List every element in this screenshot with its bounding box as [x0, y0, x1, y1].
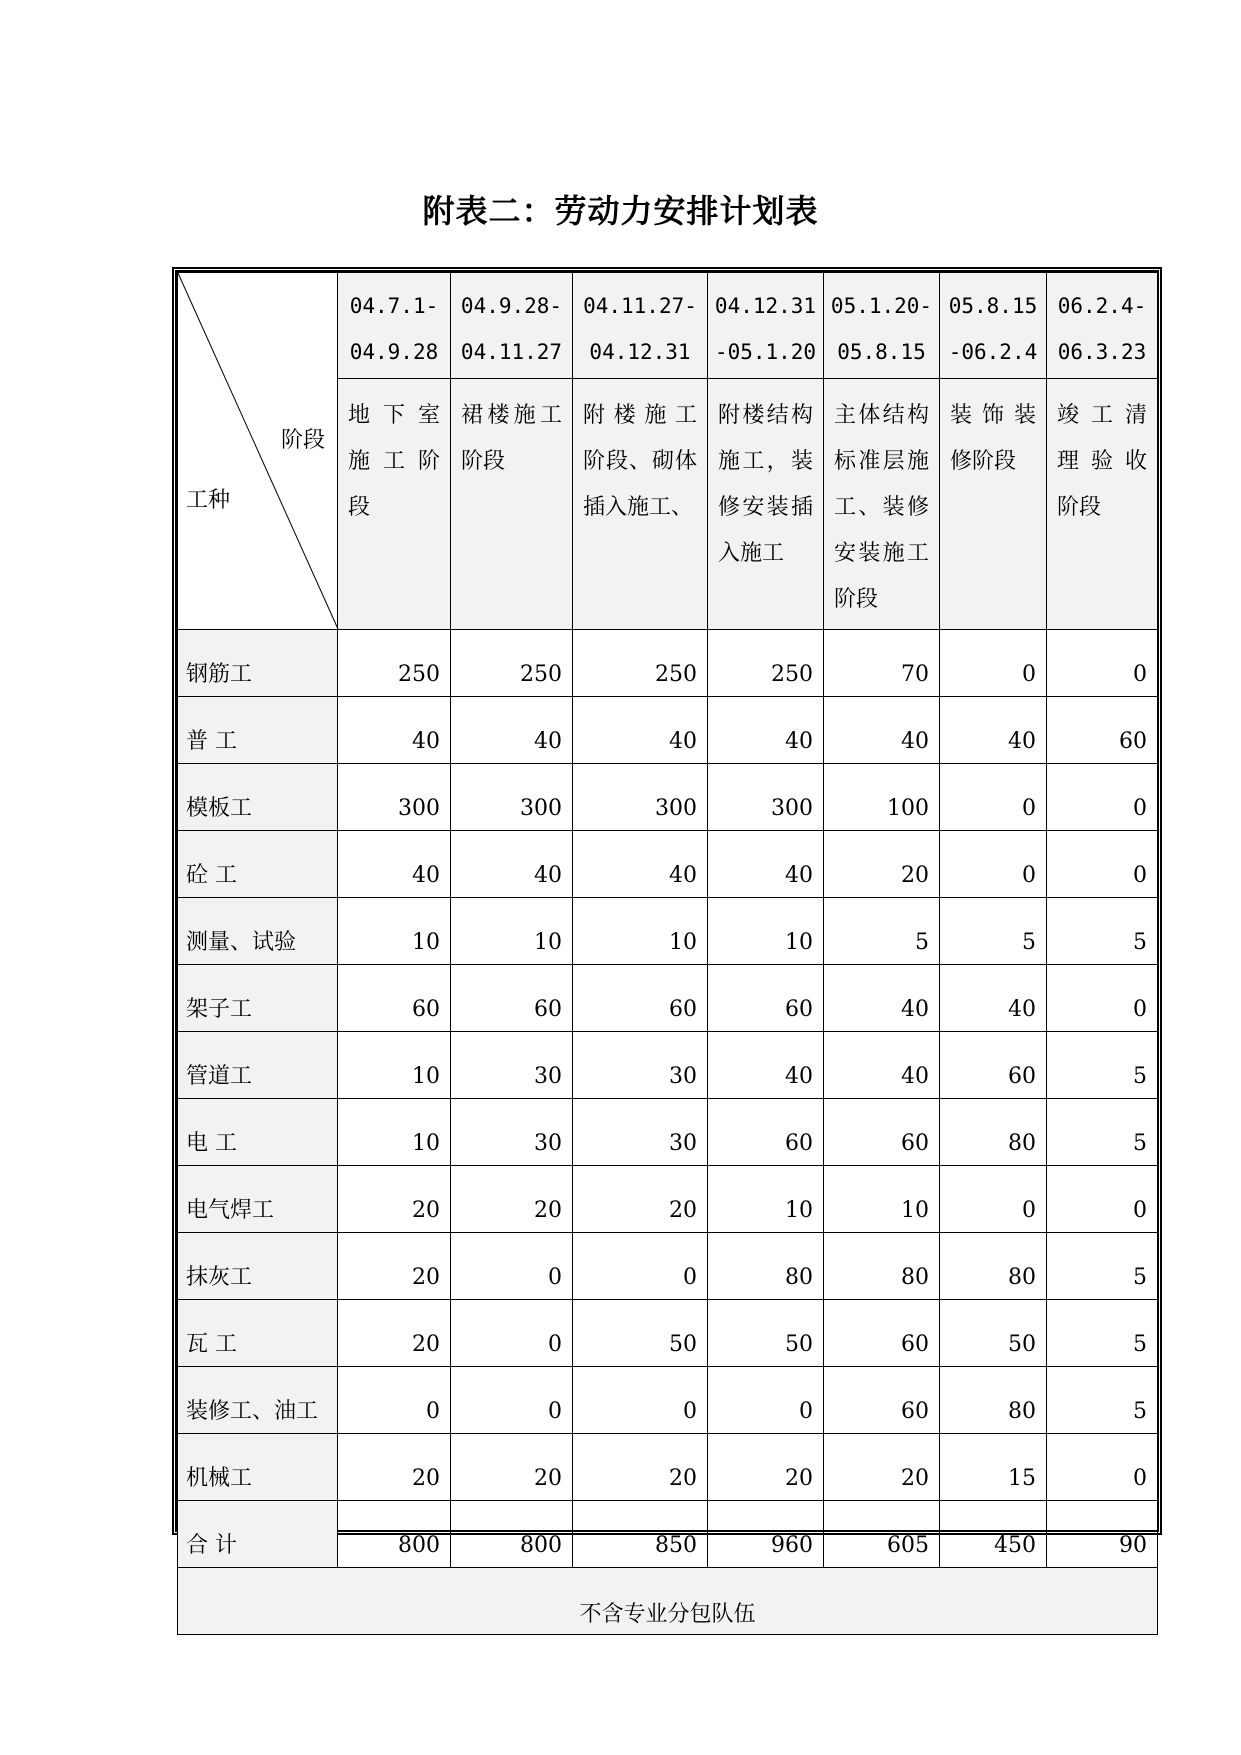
phase-description: 裙楼施工阶段	[461, 403, 562, 474]
worker-count-cell: 0	[451, 1367, 573, 1434]
worker-count-cell: 100	[824, 764, 940, 831]
worker-count-cell: 40	[708, 697, 824, 764]
worker-count-cell: 0	[1047, 764, 1158, 831]
worker-count-cell: 300	[573, 764, 708, 831]
phase-date-start: 04.12.31	[714, 294, 817, 318]
phase-date-cell	[708, 273, 824, 379]
worker-count-cell: 40	[451, 831, 573, 898]
phase-description-cell	[451, 379, 573, 630]
worker-count-cell: 960	[708, 1501, 824, 1568]
worker-count-cell: 0	[1047, 630, 1158, 697]
phase-date-end: 04.11.27	[460, 340, 563, 364]
worker-count-cell: 60	[940, 1032, 1047, 1099]
table-row	[178, 1501, 1158, 1568]
phase-date-end: 06.3.23	[1057, 340, 1147, 364]
worker-count-cell: 10	[708, 1166, 824, 1233]
worker-count-cell: 0	[708, 1367, 824, 1434]
worker-count-cell: 20	[824, 831, 940, 898]
worker-count-cell: 0	[1047, 1166, 1158, 1233]
trade-label: 机械工	[178, 1434, 338, 1501]
phase-description: 地 下 室施 工 阶段	[348, 403, 440, 520]
worker-count-cell: 0	[1047, 831, 1158, 898]
worker-count-cell: 60	[824, 1367, 940, 1434]
worker-count-cell: 0	[451, 1233, 573, 1300]
phase-description-cell	[573, 379, 708, 630]
header-corner-cell	[178, 273, 338, 630]
worker-count-cell: 5	[1047, 1300, 1158, 1367]
trade-label: 装修工、油工	[178, 1367, 338, 1434]
worker-count-cell: 40	[824, 1032, 940, 1099]
worker-count-cell: 60	[824, 1099, 940, 1166]
trade-label: 电气焊工	[178, 1166, 338, 1233]
worker-count-cell: 20	[338, 1233, 451, 1300]
table-row	[178, 898, 1158, 965]
phase-description-cell	[940, 379, 1047, 630]
worker-count-cell: 40	[338, 697, 451, 764]
phase-date-start: 04.9.28-	[460, 294, 563, 318]
table-row	[178, 831, 1158, 898]
table-row	[178, 965, 1158, 1032]
worker-count-cell: 90	[1047, 1501, 1158, 1568]
worker-count-cell: 80	[940, 1099, 1047, 1166]
worker-count-cell: 850	[573, 1501, 708, 1568]
table-row	[178, 1367, 1158, 1434]
worker-count-cell: 20	[338, 1434, 451, 1501]
worker-count-cell: 80	[940, 1233, 1047, 1300]
table-row	[178, 1032, 1158, 1099]
phase-date-start: 05.8.15	[948, 294, 1038, 318]
worker-count-cell: 300	[451, 764, 573, 831]
corner-label-trade: 工种	[186, 488, 231, 513]
worker-count-cell: 40	[824, 965, 940, 1032]
corner-label-phase: 阶段	[280, 428, 325, 453]
worker-count-cell: 800	[338, 1501, 451, 1568]
phase-date-start: 04.7.1-	[349, 294, 439, 318]
phase-date-cell	[451, 273, 573, 379]
worker-count-cell: 40	[708, 1032, 824, 1099]
phase-date-end: -06.2.4	[948, 340, 1038, 364]
worker-count-cell: 10	[338, 898, 451, 965]
phase-description-cell	[338, 379, 451, 630]
worker-count-cell: 60	[338, 965, 451, 1032]
worker-count-cell: 20	[708, 1434, 824, 1501]
phase-description-cell	[708, 379, 824, 630]
worker-count-cell: 0	[573, 1367, 708, 1434]
phase-description: 附楼结构施工，装修安装插入施工	[718, 403, 813, 566]
worker-count-cell: 0	[1047, 1434, 1158, 1501]
worker-count-cell: 0	[573, 1233, 708, 1300]
worker-count-cell: 40	[940, 697, 1047, 764]
trade-label: 砼 工	[178, 831, 338, 898]
worker-count-cell: 60	[451, 965, 573, 1032]
table-row	[178, 1166, 1158, 1233]
worker-count-cell: 5	[1047, 1367, 1158, 1434]
worker-count-cell: 20	[338, 1300, 451, 1367]
worker-count-cell: 10	[573, 898, 708, 965]
worker-count-cell: 450	[940, 1501, 1047, 1568]
phase-date-end: 04.12.31	[589, 340, 691, 364]
phase-date-cell	[573, 273, 708, 379]
worker-count-cell: 20	[451, 1166, 573, 1233]
worker-count-cell: 20	[451, 1434, 573, 1501]
worker-count-cell: 605	[824, 1501, 940, 1568]
worker-count-cell: 0	[940, 764, 1047, 831]
phase-date-end: 04.9.28	[349, 340, 439, 364]
worker-count-cell: 40	[451, 697, 573, 764]
trade-label: 瓦 工	[178, 1300, 338, 1367]
worker-count-cell: 5	[824, 898, 940, 965]
worker-count-cell: 40	[940, 965, 1047, 1032]
trade-label: 模板工	[178, 764, 338, 831]
worker-count-cell: 20	[338, 1166, 451, 1233]
phase-date-start: 06.2.4-	[1057, 294, 1147, 318]
worker-count-cell: 15	[940, 1434, 1047, 1501]
worker-count-cell: 60	[824, 1300, 940, 1367]
table-row	[178, 1300, 1158, 1367]
table-note: 不含专业分包队伍	[178, 1568, 1158, 1635]
worker-count-cell: 40	[708, 831, 824, 898]
worker-count-cell: 5	[940, 898, 1047, 965]
worker-count-cell: 60	[708, 965, 824, 1032]
worker-count-cell: 10	[824, 1166, 940, 1233]
worker-count-cell: 30	[573, 1032, 708, 1099]
worker-count-cell: 800	[451, 1501, 573, 1568]
worker-count-cell: 30	[573, 1099, 708, 1166]
worker-count-cell: 40	[338, 831, 451, 898]
worker-count-cell: 0	[940, 831, 1047, 898]
worker-count-cell: 300	[338, 764, 451, 831]
phase-description: 主体结构标准层施工、装修安装施工阶段	[834, 403, 929, 612]
table-row	[178, 630, 1158, 697]
phase-date-start: 04.11.27-	[583, 294, 697, 318]
worker-count-cell: 80	[824, 1233, 940, 1300]
note-row	[178, 1568, 1158, 1635]
worker-count-cell: 250	[708, 630, 824, 697]
phase-description: 附 楼 施 工阶段、砌体插入施工、	[583, 403, 697, 520]
document-title: 附表二：劳动力安排计划表	[422, 192, 819, 230]
phase-description-cell	[824, 379, 940, 630]
worker-count-cell: 5	[1047, 1233, 1158, 1300]
worker-count-cell: 5	[1047, 898, 1158, 965]
worker-count-cell: 40	[573, 697, 708, 764]
worker-count-cell: 10	[338, 1099, 451, 1166]
worker-count-cell: 20	[573, 1166, 708, 1233]
phase-description: 装 饰 装修阶段	[950, 403, 1036, 474]
phase-description: 竣 工 清理 验 收阶段	[1057, 403, 1147, 520]
worker-count-cell: 50	[940, 1300, 1047, 1367]
phase-date-end: -05.1.20	[714, 340, 817, 364]
worker-count-cell: 50	[708, 1300, 824, 1367]
worker-count-cell: 40	[573, 831, 708, 898]
worker-count-cell: 0	[940, 630, 1047, 697]
labor-plan-table-frame	[172, 267, 1162, 1627]
worker-count-cell: 80	[940, 1367, 1047, 1434]
worker-count-cell: 60	[1047, 697, 1158, 764]
trade-label: 合 计	[178, 1501, 338, 1568]
phase-date-start: 05.1.20-	[830, 294, 933, 318]
phase-date-end: 05.8.15	[837, 340, 926, 364]
table-row	[178, 1233, 1158, 1300]
worker-count-cell: 50	[573, 1300, 708, 1367]
table-row	[178, 1099, 1158, 1166]
worker-count-cell: 0	[451, 1300, 573, 1367]
worker-count-cell: 60	[573, 965, 708, 1032]
worker-count-cell: 20	[573, 1434, 708, 1501]
worker-count-cell: 10	[708, 898, 824, 965]
worker-count-cell: 250	[451, 630, 573, 697]
trade-label: 电 工	[178, 1099, 338, 1166]
worker-count-cell: 0	[1047, 965, 1158, 1032]
phase-date-cell	[824, 273, 940, 379]
table-row	[178, 1434, 1158, 1501]
worker-count-cell: 0	[338, 1367, 451, 1434]
worker-count-cell: 0	[940, 1166, 1047, 1233]
trade-label: 架子工	[178, 965, 338, 1032]
worker-count-cell: 250	[338, 630, 451, 697]
worker-count-cell: 5	[1047, 1099, 1158, 1166]
trade-label: 普 工	[178, 697, 338, 764]
phase-date-cell	[338, 273, 451, 379]
table-row	[178, 764, 1158, 831]
worker-count-cell: 40	[824, 697, 940, 764]
worker-count-cell: 30	[451, 1099, 573, 1166]
worker-count-cell: 300	[708, 764, 824, 831]
trade-label: 测量、试验	[178, 898, 338, 965]
labor-plan-table	[177, 272, 1158, 1635]
trade-label: 钢筋工	[178, 630, 338, 697]
table-row	[178, 697, 1158, 764]
worker-count-cell: 80	[708, 1233, 824, 1300]
worker-count-cell: 10	[338, 1032, 451, 1099]
trade-label: 抹灰工	[178, 1233, 338, 1300]
worker-count-cell: 20	[824, 1434, 940, 1501]
worker-count-cell: 30	[451, 1032, 573, 1099]
worker-count-cell: 5	[1047, 1032, 1158, 1099]
phase-description-cell	[1047, 379, 1158, 630]
phase-date-cell	[940, 273, 1047, 379]
header-date-row	[178, 273, 1158, 379]
worker-count-cell: 250	[573, 630, 708, 697]
worker-count-cell: 60	[708, 1099, 824, 1166]
phase-date-cell	[1047, 273, 1158, 379]
trade-label: 管道工	[178, 1032, 338, 1099]
worker-count-cell: 70	[824, 630, 940, 697]
worker-count-cell: 10	[451, 898, 573, 965]
